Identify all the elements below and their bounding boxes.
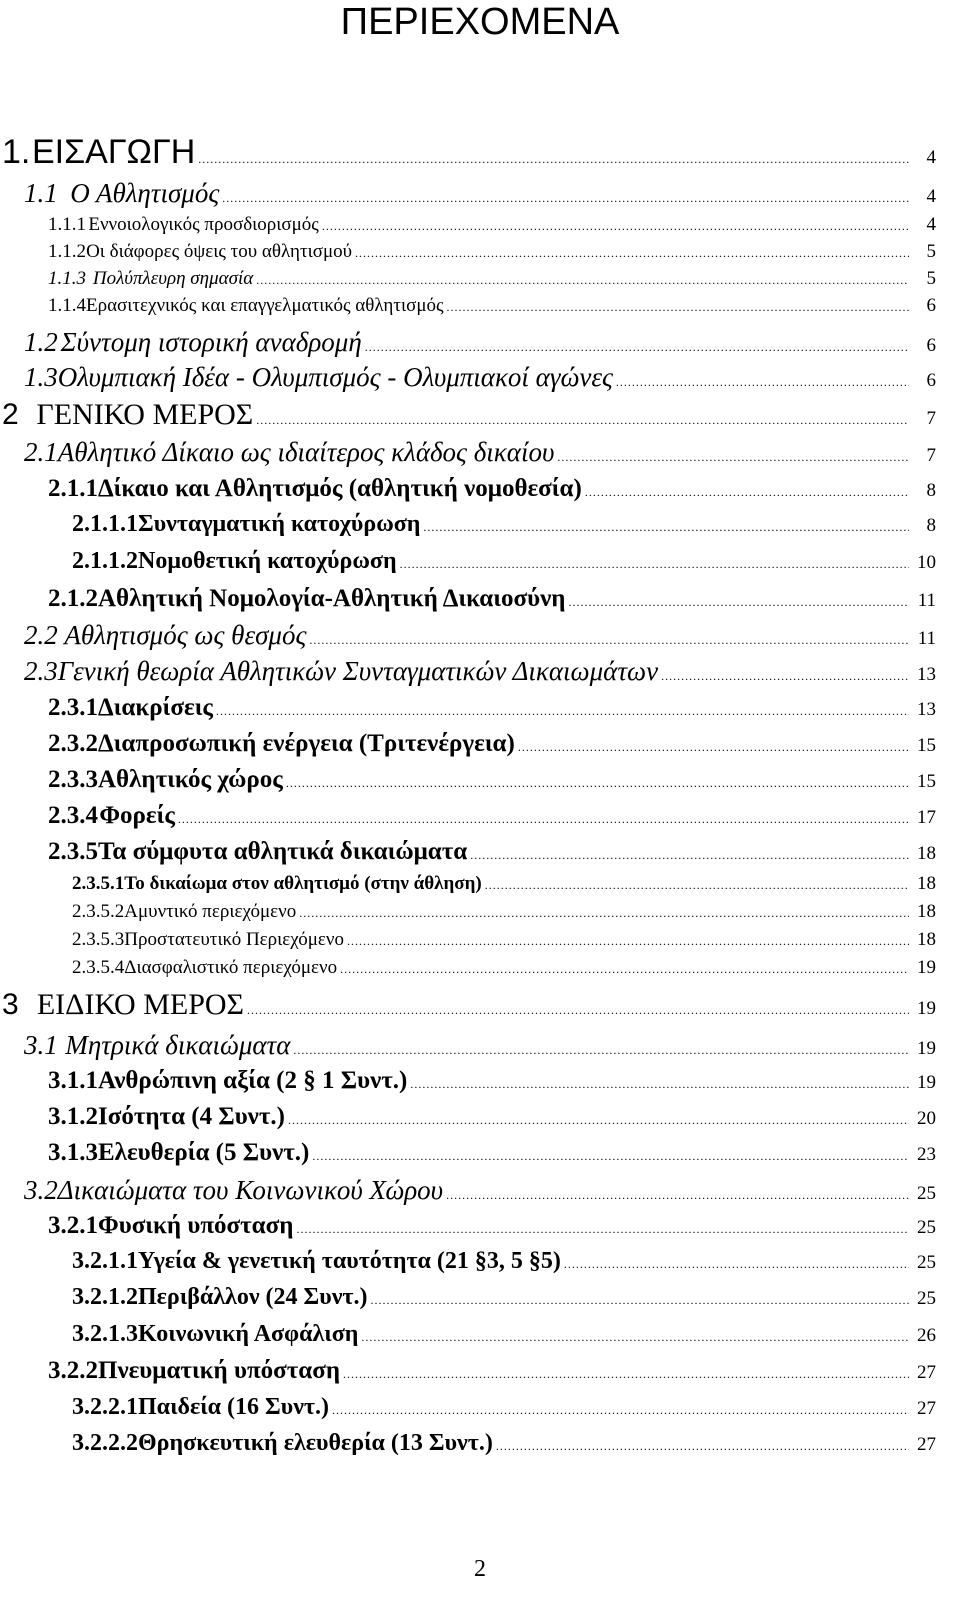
toc-entry-page: 15: [917, 735, 936, 756]
toc-entry[interactable]: [0, 398, 960, 432]
toc-entry-page: 20: [917, 1108, 936, 1129]
toc-entry[interactable]: [0, 585, 960, 613]
dot-leader: [299, 906, 909, 921]
toc-entry-title: Πολύπλευρη σημασία: [92, 268, 254, 289]
toc-entry-number: 2.3.5.2: [72, 901, 125, 922]
toc-entry-number: 1.1.4: [48, 295, 86, 316]
toc-entry-page: 4: [926, 147, 936, 168]
dot-leader: [557, 450, 909, 465]
toc-entry-page: 5: [926, 241, 936, 262]
toc-entry-page: 4: [926, 186, 936, 207]
toc-entry[interactable]: [0, 214, 960, 236]
toc-entry[interactable]: [0, 1175, 960, 1206]
toc-entry-number: 3.2: [24, 1175, 58, 1205]
toc-entry-title: Θρησκευτική ελευθερία (13 Συντ.): [138, 1430, 493, 1456]
toc-entry[interactable]: [0, 730, 960, 758]
toc-entry[interactable]: [0, 1430, 960, 1457]
dot-leader: [447, 300, 909, 315]
toc-entry-number: 2.3.5: [48, 838, 98, 865]
toc-entry-title: Διακρίσεις: [98, 694, 213, 721]
toc-entry-title: Αθλητισμός ως θεσμός: [64, 620, 307, 650]
toc-entry-number: 2.1.1.1: [72, 511, 138, 537]
toc-entry-page: 27: [917, 1398, 936, 1419]
toc-entry[interactable]: [0, 1212, 960, 1240]
dot-leader: [400, 557, 909, 572]
toc-entry[interactable]: [0, 1284, 960, 1311]
dot-leader: [340, 962, 909, 977]
toc-entry-page: 5: [926, 268, 936, 289]
dot-leader: [564, 1257, 909, 1272]
dot-leader: [296, 1222, 909, 1237]
toc-entry-title: Κοινωνική Ασφάλιση: [138, 1321, 359, 1347]
toc-entry[interactable]: [0, 766, 960, 794]
dot-leader: [446, 1188, 909, 1203]
toc-entry-number: 2.1.2: [48, 585, 98, 612]
dot-leader: [361, 1330, 909, 1345]
toc-entry-page: 27: [917, 1362, 936, 1383]
toc-entry-page: 25: [917, 1183, 936, 1204]
dot-leader: [322, 219, 909, 234]
toc-entry-number: 2.3.2: [48, 730, 98, 757]
toc-entry-number: 1.2: [24, 327, 58, 357]
dot-leader: [661, 669, 909, 684]
toc-entry-number: 1.1.1: [48, 214, 86, 235]
dot-leader: [410, 1077, 909, 1092]
toc-entry[interactable]: [0, 1103, 960, 1131]
toc-entry[interactable]: [0, 475, 960, 503]
toc-entry-title: Αθλητική Νομολογία-Αθλητική Δικαιοσύνη: [98, 585, 566, 612]
toc-entry[interactable]: [0, 1067, 960, 1095]
toc-entry[interactable]: [0, 1030, 960, 1061]
toc-entry-page: 10: [917, 552, 936, 573]
toc-entry-title: Εννοιολογικός προσδιορισμός: [88, 214, 319, 235]
toc-entry[interactable]: [0, 838, 960, 866]
toc-entry-title: Μητρικά δικαιώματα: [65, 1030, 291, 1060]
toc-entry-title: Διασφαλιστικό περιεχόμενο: [124, 957, 338, 978]
dot-leader: [198, 152, 909, 167]
dot-leader: [178, 812, 909, 827]
toc-entry-number: 2.3.4: [48, 802, 98, 829]
toc-entry-number: 2: [2, 398, 19, 431]
dot-leader: [332, 1403, 909, 1418]
toc-entry-number: 1.1: [24, 178, 58, 208]
toc-entry-page: 18: [917, 929, 936, 950]
page-title: ΠΕΡΙΕΧΟΜΕΝΑ: [340, 1, 620, 43]
dot-leader: [343, 1367, 909, 1382]
toc-entry[interactable]: [0, 1357, 960, 1385]
toc-entry[interactable]: [0, 1394, 960, 1421]
toc-entry[interactable]: [0, 694, 960, 722]
toc-entry-page: 8: [926, 515, 936, 536]
toc-entry-page: 11: [917, 628, 936, 649]
toc-entry-title: Διαπροσωπική ενέργεια (Τριτενέργεια): [98, 730, 515, 757]
toc-entry-title: Δικαιώματα του Κοινωνικού Χώρου: [57, 1175, 444, 1205]
dot-leader: [247, 1003, 909, 1018]
toc-entry-number: 3.2.1.2: [72, 1284, 138, 1310]
toc-entry[interactable]: [0, 1248, 960, 1275]
toc-entry-title: Σύντομη ιστορική αναδρομή: [60, 327, 362, 357]
toc-entry-title: Ελευθερία (5 Συντ.): [98, 1139, 310, 1166]
toc-entry-title: Δίκαιο και Αθλητισμός (αθλητική νομοθεσία): [98, 475, 582, 502]
toc-entry-title: Πνευματική υπόσταση: [98, 1357, 341, 1384]
toc-entry-page: 18: [917, 873, 936, 894]
toc-entry-title: Ολυμπιακή Ιδέα - Ολυμπισμός - Ολυμπιακοί αγώνες: [57, 362, 613, 392]
toc-entry-page: 15: [917, 771, 936, 792]
toc-entry-page: 17: [917, 807, 936, 828]
toc-entry-page: 19: [917, 1038, 936, 1059]
toc-entry-number: 3.2.2.2: [72, 1430, 138, 1456]
toc-entry-page: 25: [917, 1288, 936, 1309]
toc-entry-title: Αθλητικό Δίκαιο ως ιδιαίτερος κλάδος δικαίου: [57, 437, 555, 467]
toc-entry[interactable]: [0, 988, 960, 1022]
toc-entry-number: 2.1: [24, 437, 58, 467]
dot-leader: [309, 633, 909, 648]
dot-leader: [355, 246, 909, 261]
toc-entry-number: 3.2.2: [48, 1357, 98, 1384]
toc-entry-number: 3.1: [24, 1030, 58, 1060]
toc-entry-number: 1.3: [24, 362, 58, 392]
toc-entry-title: Ο Αθλητισμός: [70, 178, 220, 208]
dot-leader: [293, 1043, 909, 1058]
dot-leader: [616, 375, 909, 390]
dot-leader: [470, 848, 909, 863]
toc-entry-number: 2.3.3: [48, 766, 98, 793]
toc-entry-page: 25: [917, 1217, 936, 1238]
toc-entry[interactable]: [0, 873, 960, 895]
toc-entry-number: 3: [2, 988, 19, 1021]
toc-entry[interactable]: [0, 929, 960, 951]
toc-entry-page: 8: [926, 480, 936, 501]
toc-entry-number: 2.3.1: [48, 694, 98, 721]
toc-entry-title: ΕΙΣΑΓΩΓΗ: [32, 133, 196, 171]
toc-entry-number: 2.1.1: [48, 475, 98, 502]
toc-entry-number: 2.3.5.4: [72, 957, 125, 978]
dot-leader: [585, 485, 909, 500]
toc-entry-number: 1.1.2: [48, 241, 86, 262]
toc-entry-title: Συνταγματική κατοχύρωση: [138, 511, 421, 537]
toc-entry-page: 19: [917, 1072, 936, 1093]
dot-leader: [423, 520, 909, 535]
toc-entry-title: Παιδεία (16 Συντ.): [138, 1394, 329, 1420]
toc-entry[interactable]: [0, 548, 960, 575]
toc-entry-number: 2.3.5.3: [72, 929, 125, 950]
dot-leader: [365, 340, 909, 355]
toc-entry[interactable]: [0, 802, 960, 830]
dot-leader: [312, 1149, 909, 1164]
toc-entry[interactable]: [0, 620, 960, 651]
toc-entry-title: Οι διάφορες όψεις του αθλητισμού: [86, 241, 353, 262]
toc-entry-title: Γενική θεωρία Αθλητικών Συνταγματικών Δικαιωμάτων: [57, 656, 659, 686]
toc-entry-number: 2.3.5.1: [72, 873, 125, 894]
dot-leader: [568, 595, 909, 610]
toc-entry-page: 23: [917, 1144, 936, 1165]
toc-entry-title: Περιβάλλον (24 Συντ.): [138, 1284, 368, 1310]
toc-entry-number: 3.2.1.3: [72, 1321, 138, 1347]
toc-entry[interactable]: [0, 327, 960, 358]
toc-entry-page: 25: [917, 1252, 936, 1273]
toc-entry-title: Ερασιτεχνικός και επαγγελματικός αθλητισμός: [86, 295, 444, 316]
toc-entry-page: 4: [926, 214, 936, 235]
dot-leader: [286, 776, 909, 791]
toc-entry-page: 7: [926, 408, 936, 429]
toc-entry[interactable]: [0, 178, 960, 209]
toc-entry-number: 2.1.1.2: [72, 548, 138, 574]
toc-entry-number: 1.: [2, 133, 31, 171]
dot-leader: [518, 740, 909, 755]
toc-entry-title: Νομοθετική κατοχύρωση: [138, 548, 397, 574]
toc-entry-title: Τα σύμφυτα αθλητικά δικαιώματα: [98, 838, 468, 865]
dot-leader: [347, 934, 909, 949]
toc-entry-number: 3.1.1: [48, 1067, 98, 1094]
toc-entry-number: 2.2: [24, 620, 58, 650]
toc-entry-title: Αθλητικός χώρος: [98, 766, 283, 793]
toc-entry-page: 27: [917, 1434, 936, 1455]
page-number: 2: [474, 1556, 486, 1582]
toc-entry[interactable]: [0, 295, 960, 317]
toc-entry[interactable]: [0, 957, 960, 979]
toc-entry[interactable]: [0, 656, 960, 687]
toc-entry-page: 18: [917, 901, 936, 922]
dot-leader: [222, 191, 909, 206]
toc-entry[interactable]: [0, 268, 960, 290]
toc-entry-number: 3.2.1.1: [72, 1248, 138, 1274]
toc-entry-number: 3.2.1: [48, 1212, 98, 1239]
toc-entry[interactable]: [0, 437, 960, 468]
toc-entry-number: 2.3: [24, 656, 58, 686]
toc-entry-title: ΕΙΔΙΚΟ ΜΕΡΟΣ: [36, 988, 245, 1021]
toc-entry-page: 13: [917, 699, 936, 720]
toc-entry[interactable]: [0, 133, 960, 172]
toc-entry-number: 3.1.3: [48, 1139, 98, 1166]
dot-leader: [496, 1439, 909, 1454]
toc-entry-page: 26: [917, 1325, 936, 1346]
toc-entry-page: 6: [926, 370, 936, 391]
toc-entry-title: Υγεία & γενετική ταυτότητα (21 §3, 5 §5): [138, 1248, 561, 1274]
toc-entry[interactable]: [0, 241, 960, 263]
toc-entry-number: 3.2.2.1: [72, 1394, 138, 1420]
toc-entry-page: 19: [917, 957, 936, 978]
toc-entry[interactable]: [0, 511, 960, 538]
toc-entry-title: Αμυντικό περιεχόμενο: [124, 901, 297, 922]
toc-entry-number: 3.1.2: [48, 1103, 98, 1130]
dot-leader: [256, 413, 909, 428]
dot-leader: [485, 878, 909, 893]
toc-entry-page: 19: [917, 998, 936, 1019]
dot-leader: [216, 704, 909, 719]
dot-leader: [288, 1113, 909, 1128]
toc-entry-title: Ανθρώπινη αξία (2 § 1 Συντ.): [98, 1067, 408, 1094]
toc-entry-title: Ισότητα (4 Συντ.): [98, 1103, 285, 1130]
toc-entry-title: Το δικαίωμα στον αθλητισμό (στην άθληση): [124, 873, 482, 894]
dot-leader: [256, 273, 909, 288]
toc-entry[interactable]: [0, 1139, 960, 1167]
toc-entry-number: 1.1.3: [48, 268, 86, 289]
toc-entry-page: 7: [926, 445, 936, 466]
toc-entry[interactable]: [0, 901, 960, 923]
toc-entry-page: 13: [917, 664, 936, 685]
toc-entry-title: Φυσική υπόσταση: [98, 1212, 294, 1239]
toc-entry-page: 11: [917, 590, 936, 611]
toc-entry[interactable]: [0, 1321, 960, 1348]
toc-entry-title: Φορείς: [99, 802, 175, 829]
toc-entry-page: 6: [926, 295, 936, 316]
toc-entry[interactable]: [0, 362, 960, 393]
toc-entry-title: Προστατευτικό Περιεχόμενο: [124, 929, 345, 950]
toc-entry-page: 6: [926, 335, 936, 356]
toc-entry-title: ΓΕΝΙΚΟ ΜΕΡΟΣ: [36, 398, 254, 431]
dot-leader: [370, 1293, 909, 1308]
toc-entry-page: 18: [917, 843, 936, 864]
